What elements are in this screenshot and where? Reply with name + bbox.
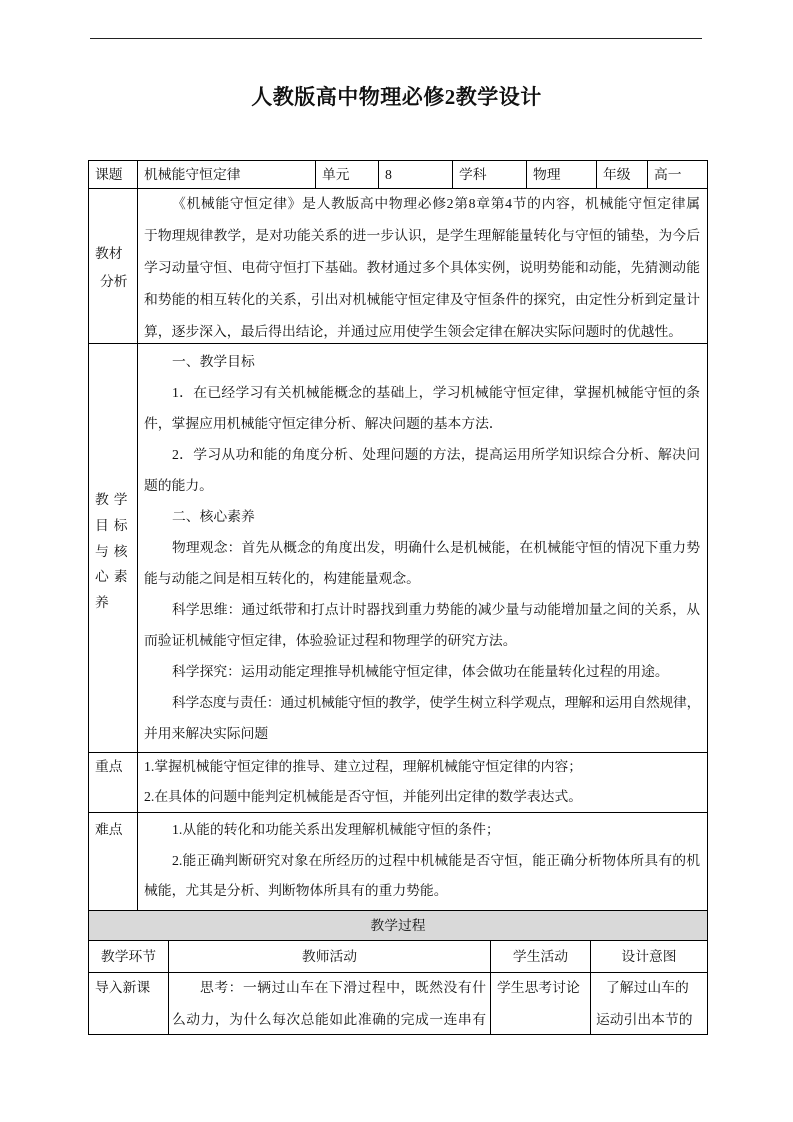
subject-cell — [526, 160, 597, 189]
column-header-teacher: 教师活动 — [301, 949, 358, 964]
difficulties-label-wrap — [95, 815, 123, 846]
analysis-content-cell — [137, 188, 708, 344]
subject-label-cell — [452, 160, 527, 189]
objectives-label-cell — [88, 343, 138, 753]
analysis-label-line: 教材 — [95, 246, 123, 261]
objectives-line: 物理观念：首先从概念的角度出发，明确什么是机械能，在机械能守恒的情况下重力势 — [172, 540, 700, 555]
unit-label: 单元 — [322, 167, 350, 182]
objectives-label-line: 与核 — [95, 543, 133, 559]
analysis-line: 算，逐步深入，最后得出结论，并通过应用使学生领会定律在解决实际问题时的优越性。 — [144, 324, 683, 339]
process-teacher-text — [172, 972, 486, 1036]
topic-label: 课题 — [95, 167, 123, 182]
objectives-line: 题的能力。 — [144, 478, 213, 493]
objectives-label — [95, 487, 133, 616]
objectives-content-cell — [137, 343, 708, 753]
process-teacher-line: 么动力，为什么每次总能如此准确的完成一连串有 — [172, 1012, 486, 1027]
objectives-line: 2．学习从功和能的角度分析、处理问题的方法，提高运用所学知识综合分析、解决问 — [172, 447, 700, 462]
process-intent-cell — [590, 972, 708, 1035]
column-header-student: 学生活动 — [512, 949, 569, 964]
subject-label: 学科 — [459, 167, 487, 182]
page-title: 人教版高中物理必修2教学设计 — [251, 85, 542, 109]
key-points-label-cell — [88, 752, 138, 813]
objectives-label-line: 目标 — [95, 517, 133, 533]
objectives-label-line: 教学 — [95, 492, 133, 507]
objectives-label-line: 养 — [95, 595, 114, 611]
objectives-line: 能与动能之间是相互转化的，构建能量观念。 — [144, 571, 420, 586]
unit-value: 8 — [385, 167, 392, 182]
grade-value: 高一 — [654, 167, 682, 182]
unit-label-cell — [315, 160, 379, 189]
objectives-line: 并用来解决实际问题 — [144, 726, 269, 741]
analysis-line: 于物理规律教学，是对功能关系的进一步认识，是学生理解能量转化与守恒的铺垫，为今后 — [144, 228, 700, 243]
analysis-line: 学习动量守恒、电荷守恒打下基础。教材通过多个具体实例，说明势能和动能，先猜测动能 — [144, 260, 700, 275]
topic-value: 机械能守恒定律 — [144, 167, 241, 182]
objectives-line: 而验证机械能守恒定律，体验验证过程和物理学的研究方法。 — [144, 633, 517, 648]
difficulties-content-cell — [137, 812, 708, 911]
key-points-line: 1.掌握机械能守恒定律的推导、建立过程，理解机械能守恒定律的内容； — [144, 759, 583, 774]
column-header-teacher-cell — [168, 940, 491, 973]
process-header-cell — [88, 910, 708, 941]
unit-cell — [378, 160, 453, 189]
process-intent-line: 运动引出本节的 — [596, 1012, 693, 1027]
process-header: 教学过程 — [370, 918, 426, 933]
grade-label-cell — [596, 160, 648, 189]
objectives-line: 科学态度与责任：通过机械能守恒的教学，使学生树立科学观点，理解和运用自然规律， — [172, 695, 700, 710]
process-teacher-line: 思考：一辆过山车在下滑过程中，既然没有什 — [200, 980, 486, 995]
objectives-label-line: 心素 — [95, 569, 133, 585]
objectives-line: 科学探究：运用动能定理推导机械能守恒定律，体会做功在能量转化过程的用途。 — [172, 664, 669, 679]
process-stage-cell — [88, 972, 169, 1035]
analysis-label-line: 分析 — [100, 274, 128, 289]
difficulties-line: 械能，尤其是分析、判断物体所具有的重力势能。 — [144, 883, 448, 898]
key-points-line: 2.在具体的问题中能判定机械能是否守恒，并能列出定律的数学表达式。 — [144, 789, 583, 804]
difficulties-line: 1.从能的转化和功能关系出发理解机械能守恒的条件； — [172, 822, 500, 837]
objectives-line: 件，掌握应用机械能守恒定律分析、解决问题的基本方法． — [144, 416, 503, 431]
column-header-intent: 设计意图 — [621, 949, 677, 964]
process-stage-wrap — [95, 972, 150, 1004]
analysis-label — [95, 240, 128, 296]
column-header-stage-cell — [88, 940, 169, 973]
objectives-heading: 一、教学目标 — [172, 354, 255, 369]
core-literacy-heading: 二、核心素养 — [172, 509, 255, 524]
difficulties-label-cell — [88, 812, 138, 911]
analysis-label-cell — [88, 188, 138, 344]
topic-label-cell — [88, 160, 138, 189]
objectives-text — [144, 346, 700, 749]
grade-cell — [647, 160, 708, 189]
process-teacher-cell — [168, 972, 491, 1035]
analysis-line: 《机械能守恒定律》是人教版高中物理必修2第8章第4节的内容，机械能守恒定律属 — [172, 196, 700, 211]
process-student-cell — [490, 972, 591, 1035]
column-header-intent-cell — [590, 940, 708, 973]
grade-label: 年级 — [603, 167, 631, 182]
analysis-text — [144, 188, 700, 348]
process-stage: 导入新课 — [95, 980, 151, 995]
subject-value: 物理 — [533, 167, 561, 182]
objectives-line: 科学思维：通过纸带和打点计时器找到重力势能的减少量与动能增加量之间的关系，从 — [172, 602, 700, 617]
process-student: 学生思考讨论 — [497, 980, 580, 995]
header-rule — [90, 38, 702, 39]
process-intent-line: 了解过山车的 — [606, 980, 689, 995]
key-points-label-wrap — [95, 752, 123, 782]
analysis-line: 和势能的相互转化的关系，引出对机械能守恒定律及守恒条件的探究，由定性分析到定量计 — [144, 292, 700, 307]
objectives-line: 1．在已经学习有关机械能概念的基础上，学习机械能守恒定律，掌握机械能守恒的条 — [172, 385, 700, 400]
column-header-stage: 教学环节 — [100, 949, 157, 964]
key-points-text — [144, 752, 700, 812]
process-student-wrap — [497, 972, 580, 1004]
key-points-label: 重点 — [95, 759, 123, 774]
process-intent-text — [596, 972, 704, 1036]
difficulties-text — [144, 815, 700, 907]
difficulties-label: 难点 — [95, 822, 123, 837]
key-points-content-cell — [137, 752, 708, 813]
topic-cell — [137, 160, 316, 189]
difficulties-line: 2.能正确判断研究对象在所经历的过程中机械能是否守恒，能正确分析物体所具有的机 — [172, 852, 700, 868]
column-header-student-cell — [490, 940, 591, 973]
